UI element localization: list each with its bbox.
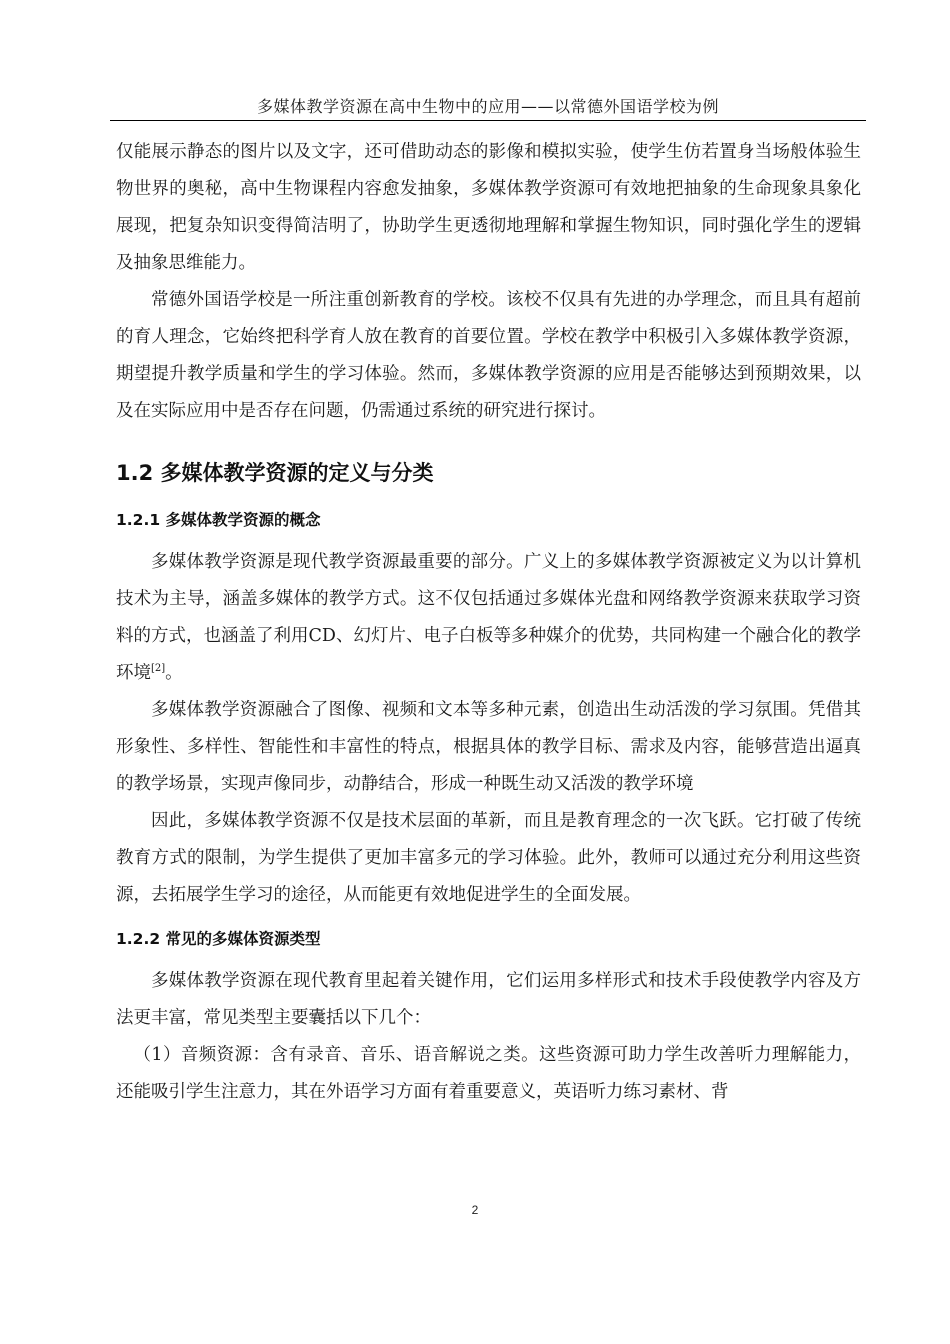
paragraph-end: 。 bbox=[165, 663, 183, 683]
subsection-heading: 1.2.1 多媒体教学资源的概念 bbox=[116, 511, 321, 529]
page-number: 2 bbox=[471, 1203, 479, 1217]
body-paragraph: 常德外国语学校是一所注重创新教育的学校。该校不仅具有先进的办学理念，而且具有超前的育人理念，它始终把科学育人放在教育的首要位置。学校在教学中积极引入多媒体教学资源，期望提升教学质量和学生的学习体验。然而，多媒体教学资源的应用是否能够达到预期效果，以及在实际应用中是否存在问题，仍需通过系统的研究进行探讨。 bbox=[116, 290, 861, 421]
body-paragraph: 因此，多媒体教学资源不仅是技术层面的革新，而且是教育理念的一次飞跃。它打破了传统教育方式的限制，为学生提供了更加丰富多元的学习体验。此外，教师可以通过充分利用这些资源，去拓展学生学习的途径，从而能更有效地促进学生的全面发展。 bbox=[116, 811, 861, 905]
body-paragraph: 仅能展示静态的图片以及文字，还可借助动态的影像和模拟实验，使学生仿若置身当场般体验生物世界的奥秘，高中生物课程内容愈发抽象，多媒体教学资源可有效地把抽象的生命现象具象化展现，把复杂知识变得简洁明了，协助学生更透彻地理解和掌握生物知识，同时强化学生的逻辑及抽象思维能力。 bbox=[116, 142, 861, 273]
page-body bbox=[116, 134, 861, 1111]
citation-reference[interactable]: [2] bbox=[151, 663, 166, 675]
body-paragraph bbox=[116, 544, 861, 692]
header-divider bbox=[110, 120, 866, 121]
body-paragraph: 多媒体教学资源融合了图像、视频和文本等多种元素，创造出生动活泼的学习氛围。凭借其形象性、多样性、智能性和丰富性的特点，根据具体的教学目标、需求及内容，能够营造出逼真的教学场景，实现声像同步，动静结合，形成一种既生动又活泼的教学环境 bbox=[116, 700, 861, 794]
section-heading: 1.2 多媒体教学资源的定义与分类 bbox=[116, 461, 434, 485]
running-header-title: 多媒体教学资源在高中生物中的应用——以常德外国语学校为例 bbox=[256, 97, 719, 116]
body-paragraph: 多媒体教学资源在现代教育里起着关键作用，它们运用多样形式和技术手段使教学内容及方法更丰富，常见类型主要囊括以下几个： bbox=[116, 971, 861, 1028]
paragraph-text: 多媒体教学资源是现代教学资源最重要的部分。广义上的多媒体教学资源被定义为以计算机技术为主导，涵盖多媒体的教学方式。这不仅包括通过多媒体光盘和网络教学资源来获取学习资料的方式，也涵盖了利用CD、幻灯片、电子白板等多种媒介的优势，共同构建一个融合化的教学环境 bbox=[116, 552, 861, 683]
list-paragraph: （1）音频资源：含有录音、音乐、语音解说之类。这些资源可助力学生改善听力理解能力，还能吸引学生注意力，其在外语学习方面有着重要意义，英语听力练习素材、背 bbox=[116, 1045, 861, 1102]
subsection-heading: 1.2.2 常见的多媒体资源类型 bbox=[116, 930, 321, 948]
